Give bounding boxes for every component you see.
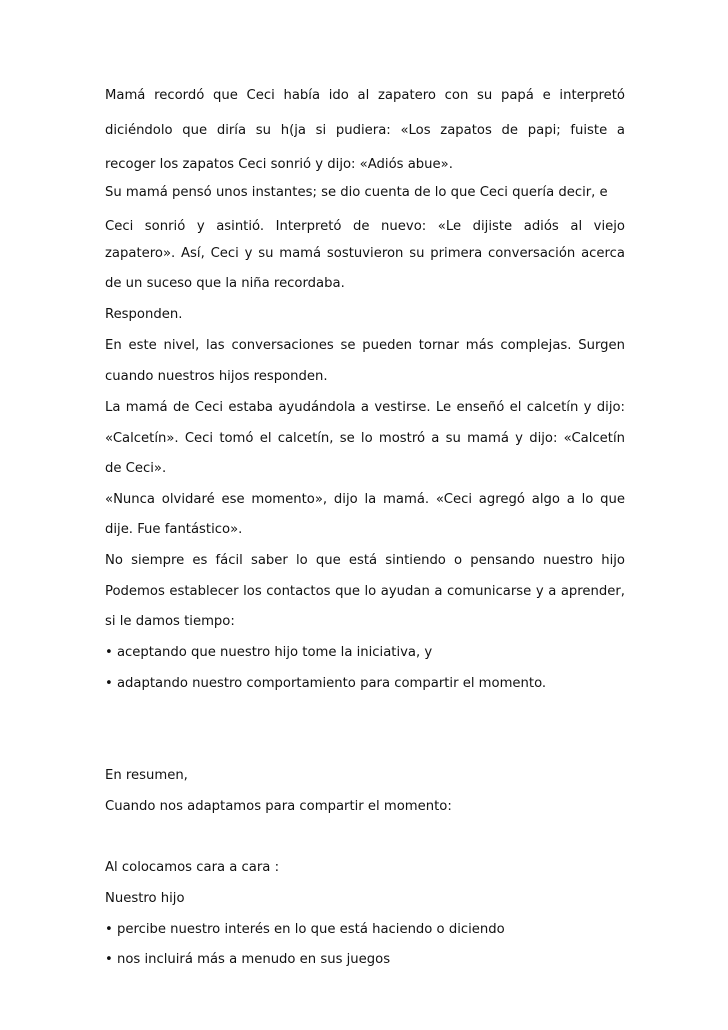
paragraph-line: Mamá recordó que Ceci había ido al zapatero con su papá e interpretó xyxy=(105,88,625,103)
paragraph-line: de un suceso que la niña recordaba. xyxy=(105,276,345,291)
paragraph-line: En este nivel, las conversaciones se pueden tornar más complejas. Surgen xyxy=(105,338,625,353)
paragraph-line: «Nunca olvidaré ese momento», dijo la mamá. «Ceci agregó algo a lo que xyxy=(105,492,625,507)
paragraph-line: zapatero». Así, Ceci y su mamá sostuvieron su primera conversación acerca xyxy=(105,246,625,261)
paragraph-line: recoger los zapatos Ceci sonrió y dijo: «Adiós abue». xyxy=(105,157,453,172)
paragraph-line: Podemos establecer los contactos que lo ayudan a comunicarse y a aprender, xyxy=(105,584,625,599)
paragraph-line: No siempre es fácil saber lo que está sintiendo o pensando nuestro hijo xyxy=(105,553,625,568)
paragraph-line: cuando nuestros hijos responden. xyxy=(105,369,328,384)
paragraph-line: Al colocamos cara a cara : xyxy=(105,860,280,875)
section-heading: Responden. xyxy=(105,307,183,322)
summary-heading: En resumen, xyxy=(105,768,188,783)
paragraph-line: Cuando nos adaptamos para compartir el momento: xyxy=(105,799,452,814)
bullet-item: • aceptando que nuestro hijo tome la iniciativa, y xyxy=(105,645,433,660)
bullet-item: • adaptando nuestro comportamiento para compartir el momento. xyxy=(105,676,547,691)
paragraph-line: La mamá de Ceci estaba ayudándola a vestirse. Le enseñó el calcetín y dijo: xyxy=(105,400,625,415)
bullet-item: • nos incluirá más a menudo en sus juegos xyxy=(105,952,391,967)
paragraph-line: Su mamá pensó unos instantes; se dio cuenta de lo que Ceci quería decir, e xyxy=(105,185,608,200)
bullet-item: • percibe nuestro interés en lo que está haciendo o diciendo xyxy=(105,922,505,937)
paragraph-line: «Calcetín». Ceci tomó el calcetín, se lo mostró a su mamá y dijo: «Calcetín xyxy=(105,431,625,446)
paragraph-line: Ceci sonrió y asintió. Interpretó de nuevo: «Le dijiste adiós al viejo xyxy=(105,219,625,234)
paragraph-line: Nuestro hijo xyxy=(105,891,185,906)
paragraph-line: si le damos tiempo: xyxy=(105,614,235,629)
paragraph-line: dije. Fue fantástico». xyxy=(105,522,243,537)
paragraph-line: de Ceci». xyxy=(105,461,167,476)
paragraph-line: diciéndolo que diría su h(ja si pudiera: «Los zapatos de papi; fuiste a xyxy=(105,123,625,138)
